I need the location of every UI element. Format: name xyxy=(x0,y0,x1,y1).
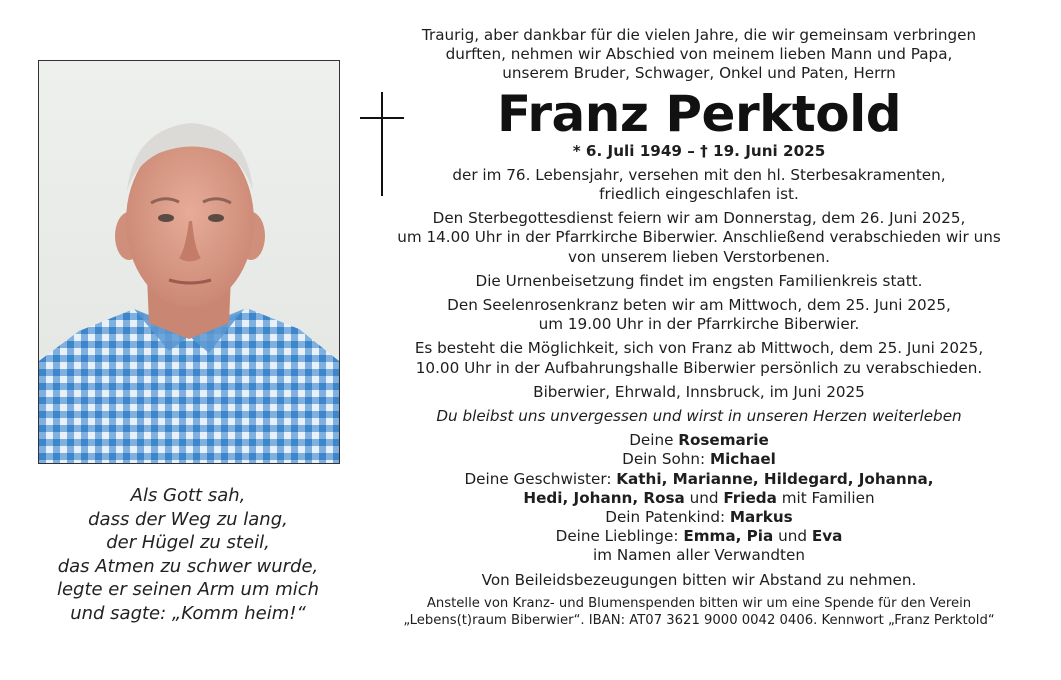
passing-line: der im 76. Lebensjahr, versehen mit den hl. Sterbesakramenten, xyxy=(452,165,946,184)
siblings-suffix: mit Familien xyxy=(776,488,875,507)
donation-line: „Lebens(t)raum Biberwier“. IBAN: AT07 3621 9000 0042 0406. Kennwort „Franz Perktold“ xyxy=(403,612,995,628)
poem xyxy=(20,484,356,625)
condolence-note: Von Beileidsbezeugungen bitten wir Abstand zu nehmen. xyxy=(481,570,917,589)
siblings-names: Frieda xyxy=(723,488,777,507)
intro-line: unserem Bruder, Schwager, Onkel und Paten, Herrn xyxy=(502,64,896,83)
poem-line: das Atmen zu schwer wurde, xyxy=(57,555,319,577)
favorites-prefix: Deine Lieblinge: xyxy=(555,527,684,546)
mourner-siblings xyxy=(372,470,1026,489)
funeral-service xyxy=(372,209,1026,267)
siblings-names: Hedi, Johann, Rosa xyxy=(523,488,685,507)
portrait-illustration xyxy=(39,61,339,463)
donation-note xyxy=(372,595,1026,629)
poem-line: legte er seinen Arm um mich xyxy=(56,579,320,600)
intro xyxy=(372,26,1026,84)
siblings-prefix: Deine Geschwister: xyxy=(464,469,617,488)
poem-line: und sagte: „Komm heim!“ xyxy=(70,602,306,624)
siblings-names: Kathi, Marianne, Hildegard, Johanna, xyxy=(616,469,934,488)
poem-line: Als Gott sah, xyxy=(130,485,246,506)
rosary-line: Den Seelenrosenkranz beten wir am Mittwoch, dem 25. Juni 2025, xyxy=(447,296,951,315)
rosary-line: um 19.00 Uhr in der Pfarrkirche Biberwier. xyxy=(538,315,860,334)
mourners xyxy=(372,431,1026,565)
mourner-son xyxy=(372,450,1026,469)
intro-line: durften, nehmen wir Abschied von meinem lieben Mann und Papa, xyxy=(445,45,953,64)
viewing-line: Es besteht die Möglichkeit, sich von Franz ab Mittwoch, dem 25. Juni 2025, xyxy=(414,339,984,358)
urn-burial: Die Urnenbeisetzung findet im engsten Familienkreis statt. xyxy=(475,271,923,290)
service-line: Den Sterbegottesdienst feiern wir am Donnerstag, dem 26. Juni 2025, xyxy=(432,209,966,228)
mourner-wife xyxy=(372,431,1026,450)
intro-line: Traurig, aber dankbar für die vielen Jahre, die wir gemeinsam verbringen xyxy=(421,26,977,44)
life-dates: * 6. Juli 1949 – † 19. Juni 2025 xyxy=(572,141,826,160)
obituary-text xyxy=(372,26,1026,629)
service-line: von unserem lieben Verstorbenen. xyxy=(568,247,830,266)
deceased-name: Franz Perktold xyxy=(496,84,902,143)
mourner-godchild xyxy=(372,508,1026,527)
conjunction: und xyxy=(684,488,724,507)
favorites-names: Emma, Pia xyxy=(683,527,774,546)
conjunction: und xyxy=(773,527,812,546)
passing-notice xyxy=(372,166,1026,204)
viewing xyxy=(372,339,1026,377)
viewing-line: 10.00 Uhr in der Aufbahrungshalle Biberwier persönlich zu verabschieden. xyxy=(415,358,983,377)
poem-line: der Hügel zu steil, xyxy=(106,532,270,553)
godchild-prefix: Dein Patenkind: xyxy=(605,508,730,527)
godchild-name: Markus xyxy=(729,508,793,527)
poem-line: dass der Weg zu lang, xyxy=(88,508,288,530)
rosary xyxy=(372,296,1026,334)
mourner-favorites xyxy=(372,527,1026,546)
favorites-names: Eva xyxy=(811,527,843,546)
mourner-relatives: im Namen aller Verwandten xyxy=(593,546,805,565)
son-prefix: Dein Sohn: xyxy=(622,450,710,469)
place-date: Biberwier, Ehrwald, Innsbruck, im Juni 2025 xyxy=(533,382,865,401)
donation-line: Anstelle von Kranz- und Blumenspenden bitten wir um eine Spende für den Verein xyxy=(426,595,972,611)
motto: Du bleibst uns unvergessen und wirst in unseren Herzen weiterleben xyxy=(436,407,962,426)
mourner-siblings-cont xyxy=(372,489,1026,508)
son-name: Michael xyxy=(709,450,776,469)
passing-line: friedlich eingeschlafen ist. xyxy=(599,185,799,204)
wife-prefix: Deine xyxy=(629,431,679,450)
portrait-photo xyxy=(38,60,340,464)
service-line: um 14.00 Uhr in der Pfarrkirche Biberwier. Anschließend verabschieden wir uns xyxy=(397,228,1001,247)
wife-name: Rosemarie xyxy=(678,431,769,450)
